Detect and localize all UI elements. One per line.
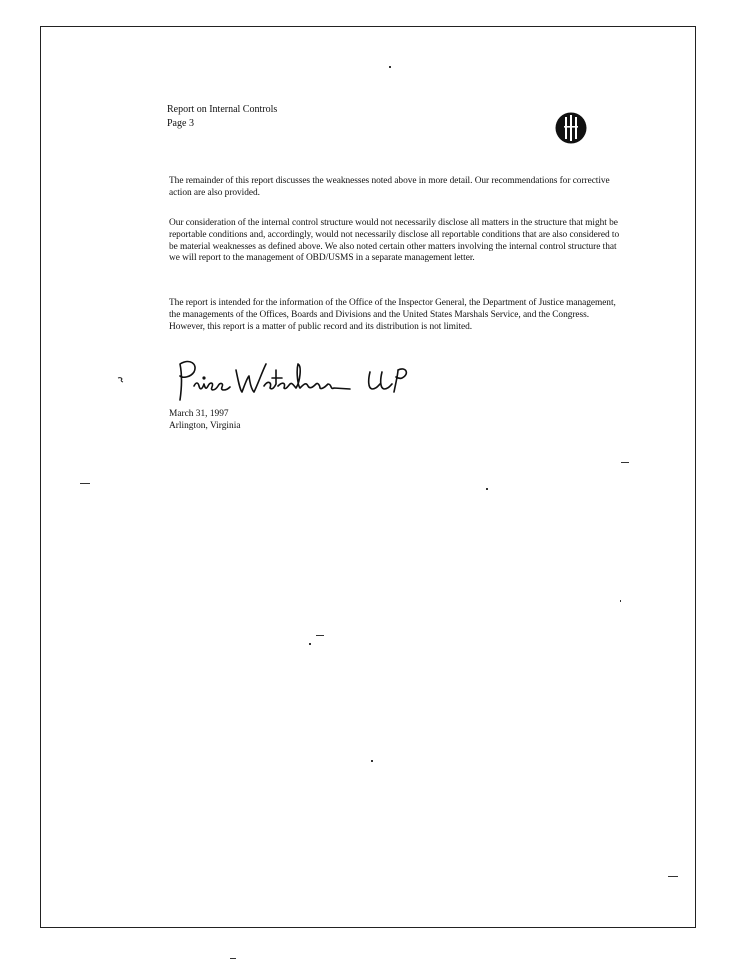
paragraph-intended-use: The report is intended for the information of the Office of the Inspector General, the Department of Justice management, the managements of the Offices, Boards and Divisions and the United States Marshals Service, and the Congress. However, this report is a matter of public record and its distribution is not limited. <box>169 298 616 332</box>
paragraph-consideration: Our consideration of the internal control structure would not necessarily disclose all matters in the structure that might be reportable conditions and, accordingly, would not necessarily disclose all reportable conditions that are also considered to be material weaknesses as defined above. We also noted certain other matters involving the internal control structure that we will report to the management of OBD/USMS in a separate management letter. <box>169 218 620 264</box>
page-number: Page 3 <box>167 118 194 129</box>
report-title: Report on Internal Controls <box>167 104 278 115</box>
scan-speck <box>309 643 311 645</box>
scan-speck <box>668 876 678 877</box>
page-frame <box>40 26 696 928</box>
date-location-block <box>169 408 240 432</box>
scan-speck <box>316 635 324 636</box>
scan-speck <box>80 483 90 484</box>
report-location: Arlington, Virginia <box>169 421 241 431</box>
handwritten-signature <box>172 356 414 402</box>
scan-speck <box>230 958 236 959</box>
scan-speck <box>371 760 373 762</box>
scan-speck <box>621 462 629 463</box>
scan-speck <box>389 66 391 68</box>
page-header <box>167 103 277 131</box>
report-date: March 31, 1997 <box>169 409 229 419</box>
paragraph-remainder: The remainder of this report discusses the weaknesses noted above in more detail. Our recommendations for corrective action are also provided. <box>169 176 610 198</box>
margin-mark <box>117 376 125 384</box>
scan-speck <box>620 600 621 602</box>
scan-speck <box>486 488 488 490</box>
firm-seal-icon <box>555 112 587 144</box>
